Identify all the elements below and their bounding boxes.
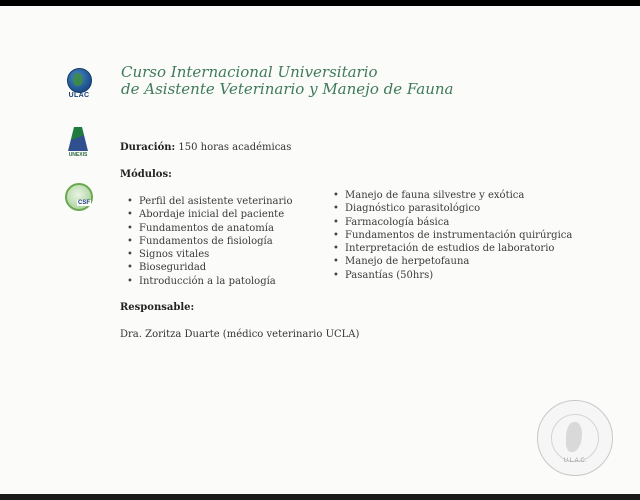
seal-label: U.L.A.C. bbox=[563, 458, 587, 464]
bottom-border bbox=[0, 494, 640, 500]
modules-heading: Módulos: bbox=[120, 169, 172, 180]
csf-logo bbox=[64, 182, 94, 212]
csf-logo-text: CSF bbox=[78, 200, 90, 206]
csf-globe-icon bbox=[65, 183, 93, 211]
module-item: • Fundamentos de anatomía bbox=[127, 222, 293, 235]
modules-list-right bbox=[333, 189, 572, 282]
module-item: • Manejo de fauna silvestre y exótica bbox=[333, 189, 572, 202]
duration-row bbox=[120, 142, 291, 153]
responsible-name: Dra. Zoritza Duarte (médico veterinario UCLA) bbox=[120, 329, 360, 340]
university-seal bbox=[537, 400, 613, 476]
module-item: • Manejo de herpetofauna bbox=[333, 255, 572, 268]
course-title bbox=[121, 64, 453, 98]
certificate-sheet bbox=[0, 6, 640, 494]
module-item: • Fundamentos de instrumentación quirúrgica bbox=[333, 229, 572, 242]
duration-value: 150 horas académicas bbox=[178, 142, 292, 153]
course-title-line-1: Curso Internacional Universitario bbox=[121, 63, 378, 81]
course-title-line-2: de Asistente Veterinario y Manejo de Fauna bbox=[121, 80, 454, 98]
module-item: • Perfil del asistente veterinario bbox=[127, 195, 293, 208]
foundation-mark-icon bbox=[68, 127, 88, 151]
module-item: • Introducción a la patología bbox=[127, 275, 293, 288]
foundation-logo bbox=[66, 127, 90, 161]
module-item: • Abordaje inicial del paciente bbox=[127, 208, 293, 221]
module-item: • Farmacología básica bbox=[333, 216, 572, 229]
responsible-heading: Responsable: bbox=[120, 302, 195, 313]
duration-label: Duración: bbox=[120, 142, 176, 153]
module-item: • Interpretación de estudios de laboratorio bbox=[333, 242, 572, 255]
module-item: • Signos vitales bbox=[127, 248, 293, 261]
module-item: • Pasantías (50hrs) bbox=[333, 269, 572, 282]
module-item: • Fundamentos de fisiología bbox=[127, 235, 293, 248]
ulac-logo-text: ULAC bbox=[68, 92, 90, 99]
globe-icon bbox=[67, 68, 92, 93]
foundation-logo-text: UNEXIS bbox=[68, 152, 88, 158]
module-item: • Diagnóstico parasitológico bbox=[333, 202, 572, 215]
ulac-logo bbox=[64, 68, 94, 108]
module-item: • Bioseguridad bbox=[127, 261, 293, 274]
modules-list-left bbox=[127, 195, 293, 288]
